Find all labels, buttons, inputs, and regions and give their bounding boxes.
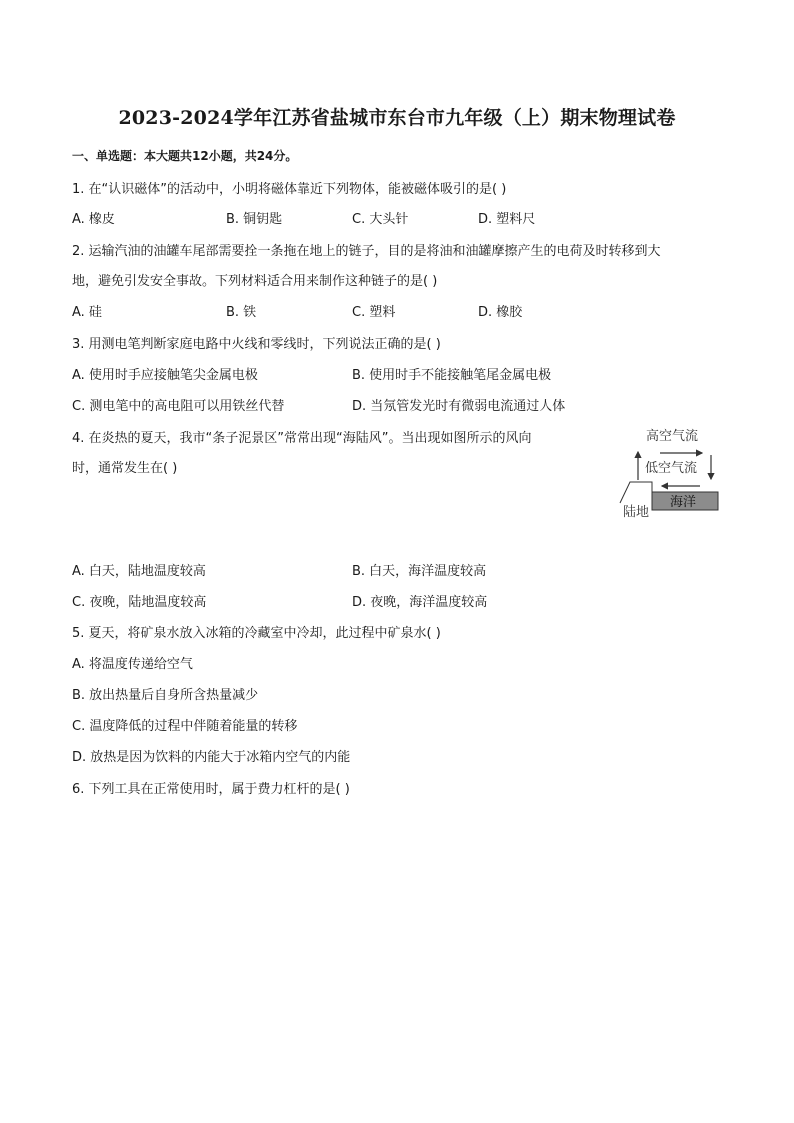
- low-air-flow-label: 低空气流: [645, 461, 698, 476]
- section-heading: 一、单选题：本大题共12小题，共24分。: [72, 149, 298, 163]
- q5-option-b: B. 放出热量后自身所含热量减少: [72, 688, 259, 703]
- sea-land-breeze-diagram: [618, 424, 724, 520]
- q2-option-c: C. 塑料: [352, 305, 396, 320]
- q5-option-c: C. 温度降低的过程中伴随着能量的转移: [72, 719, 298, 734]
- question-4-stem-line-2: 时，通常发生在( ): [72, 461, 178, 476]
- q4-option-b: B. 白天，海洋温度较高: [352, 564, 487, 579]
- exam-title: 2023-2024学年江苏省盐城市东台市九年级（上）期末物理试卷: [118, 107, 676, 129]
- q3-option-a: A. 使用时手应接触笔尖金属电极: [72, 368, 258, 383]
- q1-option-b: B. 铜钥匙: [226, 212, 283, 227]
- q2-option-b: B. 铁: [226, 305, 257, 320]
- question-2-stem-line-1: 2. 运输汽油的油罐车尾部需要拴一条拖在地上的链子，目的是将油和油罐摩擦产生的电荷及时转移到大: [72, 244, 661, 259]
- q4-option-a: A. 白天，陆地温度较高: [72, 564, 206, 579]
- question-2-stem-line-2: 地，避免引发安全事故。下列材料适合用来制作这种链子的是( ): [72, 274, 438, 289]
- q2-option-a: A. 硅: [72, 305, 102, 320]
- question-6-stem: 6. 下列工具在正常使用时，属于费力杠杆的是( ): [72, 782, 350, 797]
- question-5-stem: 5. 夏天，将矿泉水放入冰箱的冷藏室中冷却，此过程中矿泉水( ): [72, 626, 441, 641]
- q1-option-a: A. 橡皮: [72, 212, 115, 227]
- q3-option-c: C. 测电笔中的高电阻可以用铁丝代替: [72, 399, 285, 414]
- land-outline: [620, 482, 652, 503]
- q4-option-d: D. 夜晚，海洋温度较高: [352, 595, 488, 610]
- q5-option-a: A. 将温度传递给空气: [72, 657, 193, 672]
- high-air-flow-label: 高空气流: [646, 429, 699, 444]
- q1-option-c: C. 大头针: [352, 212, 409, 227]
- question-3-stem: 3. 用测电笔判断家庭电路中火线和零线时，下列说法正确的是( ): [72, 337, 441, 352]
- q5-option-d: D. 放热是因为饮料的内能大于冰箱内空气的内能: [72, 750, 351, 765]
- question-4-stem-line-1: 4. 在炎热的夏天，我市“条子泥景区”常常出现“海陆风”。当出现如图所示的风向: [72, 431, 532, 446]
- land-label: 陆地: [623, 505, 650, 520]
- q3-option-d: D. 当氖管发光时有微弱电流通过人体: [352, 399, 566, 414]
- q1-option-d: D. 塑料尺: [478, 212, 536, 227]
- q2-option-d: D. 橡胶: [478, 305, 523, 320]
- q4-option-c: C. 夜晚，陆地温度较高: [72, 595, 207, 610]
- question-1-stem: 1. 在“认识磁体”的活动中，小明将磁体靠近下列物体，能被磁体吸引的是( ): [72, 182, 507, 197]
- sea-label: 海洋: [670, 495, 697, 510]
- q3-option-b: B. 使用时手不能接触笔尾金属电极: [352, 368, 552, 383]
